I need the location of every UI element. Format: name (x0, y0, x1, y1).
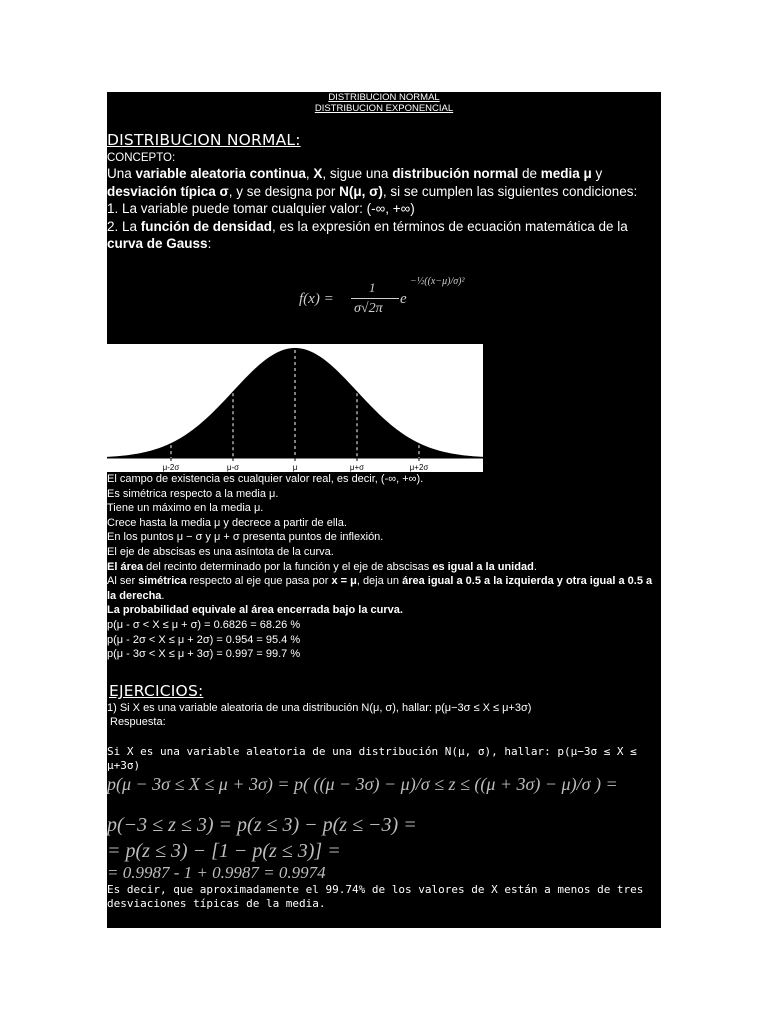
section-title-normal: DISTRIBUCION NORMAL: (107, 131, 301, 149)
property-inflection: En los puntos μ − σ y μ + σ presenta puntos de inflexión. (107, 531, 384, 544)
properties-list (107, 472, 661, 662)
solution-step-2: p(−3 ≤ z ≤ 3) = p(z ≤ 3) − p(z ≤ −3) = (107, 814, 417, 836)
document-page (107, 92, 661, 928)
property-area: El área del recinto determinado por la función y el eje de abscisas es igual a la unidad. (107, 560, 537, 573)
property-maximum: Tiene un máximo en la media μ. (107, 502, 264, 515)
property-half-area: Al ser simétrica respecto al eje que pasa por x = μ, deja un área igual a 0.5 a la izquierda y otra igual a 0.5 a la derecha. (107, 575, 653, 602)
density-formula: f(x) = 1 σ√2π e −½((x−μ)/σ)² (299, 276, 465, 316)
probability-1sigma: p(μ - σ < X ≤ μ + σ) = 0.6826 = 68.26 % (107, 618, 301, 631)
solution-step-4: = 0.9987 - 1 + 0.9987 = 0.9974 (107, 863, 326, 882)
gauss-curve-chart (107, 344, 483, 472)
solution-step-3: = p(z ≤ 3) − [1 − p(z ≤ 3)] = (107, 840, 341, 862)
header-link-exponencial[interactable]: DISTRIBUCION EXPONENCIAL (314, 103, 454, 114)
concept-label: CONCEPTO: (107, 152, 176, 164)
property-symmetry: Es simétrica respecto a la media μ. (107, 487, 279, 500)
property-asymptote: El eje de abscisas es una asíntota de la curva. (107, 545, 334, 558)
property-monotony: Crece hasta la media μ y decrece a partir de ella. (107, 516, 347, 529)
probability-3sigma: p(μ - 3σ < X ≤ μ + 3σ) = 0.997 = 99.7 % (107, 648, 301, 661)
exercise-1-statement: 1) Si X es una variable aleatoria de una distribución N(μ, σ), hallar: p(μ−3σ ≤ X ≤ μ+3σ) (107, 702, 532, 714)
answer-label: Respuesta: (110, 716, 166, 728)
section-title-ejercicios: EJERCICIOS: (109, 682, 204, 700)
x-tick-label: μ+2σ (409, 463, 429, 472)
property-probability: La probabilidad equivale al área encerrada bajo la curva. (107, 604, 403, 617)
concept-paragraph: Una variable aleatoria continua, X, sigue una distribución normal de media μ y desviación típica σ, y se designa por N(μ, σ), si se cumplen las siguientes condiciones: 1. La variable puede tomar cualquier valor: (-∞, +∞) 2. La función de densidad, es la expresión en términos de ecuación matemática de la curva de Gauss: (107, 166, 638, 251)
exercise-conclusion: Es decir, que aproximadamente el 99.74% de los valores de X están a menos de tres desviaciones típicas de la media. (107, 883, 644, 910)
exercise-restatement: Si X es una variable aleatoria de una distribución N(μ, σ), hallar: p(μ−3σ ≤ X ≤ μ+3σ) (107, 745, 637, 772)
x-tick-label: μ-σ (226, 463, 240, 472)
probability-2sigma: p(μ - 2σ < X ≤ μ + 2σ) = 0.954 = 95.4 % (107, 633, 301, 646)
x-tick-label: μ-2σ (162, 463, 180, 472)
property-existence: El campo de existencia es cualquier valor real, es decir, (-∞, +∞). (107, 473, 424, 485)
header-link-normal[interactable]: DISTRIBUCION NORMAL (328, 92, 440, 103)
x-tick-label: μ (292, 463, 298, 472)
x-tick-label: μ+σ (349, 463, 365, 472)
solution-step-1: p(μ − 3σ ≤ X ≤ μ + 3σ) = p( ((μ − 3σ) − μ)/σ ≤ z ≤ ((μ + 3σ) − μ)/σ ) = (107, 774, 618, 794)
